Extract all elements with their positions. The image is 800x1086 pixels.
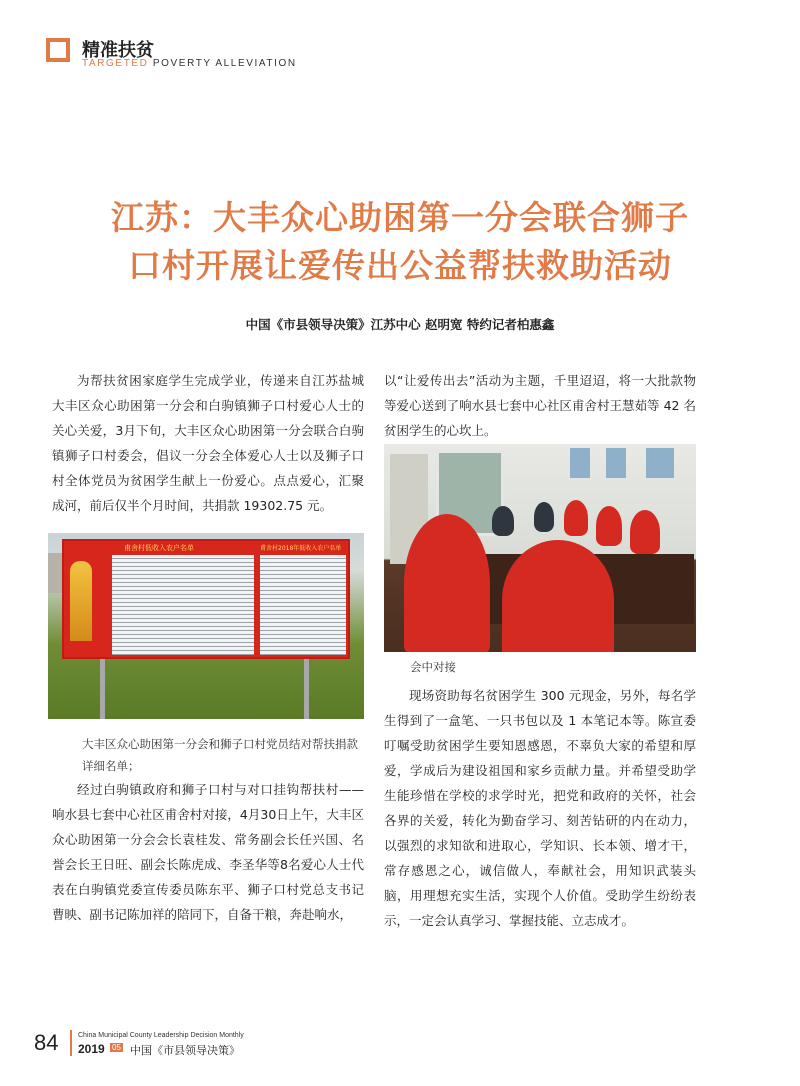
article-title-line1: 江苏：大丰众心助困第一分会联合狮子 — [111, 198, 689, 237]
photo-person — [564, 500, 588, 536]
page-number: 84 — [34, 1030, 59, 1055]
board-subtitle: 甫舍村2018年低收入农户名单 — [260, 545, 342, 552]
footer-magazine-cn: 中国《市县领导决策》 — [130, 1044, 240, 1057]
photo-person — [596, 506, 622, 546]
article-title-line2: 口村开展让爱传出公益帮扶救助活动 — [128, 246, 672, 285]
section-title: 精准扶贫 — [82, 40, 154, 61]
board-title: 甫舍村低收入农户名单 — [124, 544, 194, 552]
photo-meeting — [384, 444, 696, 652]
paragraph-left-1: 为帮扶贫困家庭学生完成学业，传递来自江苏盐城大丰区众心助困第一分会和白驹镇狮子口村爱心人士的关心关爱，3月下旬，大丰区众心助困第一分会联合白驹镇狮子口村委会，倡议一分会全体爱心人士以及狮子口村全体党员为贫困学生献上一份爱心。点点爱心，汇聚成河，前后仅半个月时间，共捐款 19302.75 元。 — [52, 373, 364, 513]
board-figure-decoration — [70, 561, 92, 641]
article-byline: 中国《市县领导决策》江苏中心 赵明宽 特约记者柏惠鑫 — [245, 317, 555, 332]
section-logo-box — [46, 38, 70, 62]
photo-person — [492, 506, 514, 536]
footer-magazine-en: China Municipal County Leadership Decision Monthly — [78, 1032, 244, 1039]
footer-divider — [70, 1030, 72, 1056]
board-name-list — [112, 555, 254, 655]
section-subtitle-rest: POVERTY ALLEVIATION — [148, 58, 297, 69]
photo-wall-poster — [570, 448, 590, 478]
board-post — [100, 659, 105, 719]
section-subtitle — [82, 58, 297, 69]
footer-issue: 05 — [112, 1043, 121, 1052]
photo-caption-left: 大丰区众心助困第一分会和狮子口村党员结对帮扶捐款详细名单； — [82, 737, 358, 773]
paragraph-right-1: 以“让爱传出去”活动为主题，千里迢迢，将一大批款物等爱心送到了响水县七套中心社区甫舍村王慧茹等 42 名贫困学生的心坎上。 — [384, 373, 696, 438]
paragraph-left-2: 经过白驹镇政府和狮子口村与对口挂钩帮扶村——响水县七套中心社区甫舍村对接，4月30日上午，大丰区众心助困第一分会会长袁桂发、常务副会长任兴国、名誉会长王日旺、副会长陈虎成、李圣华等8名爱心人士代表在白驹镇党委宣传委员陈东平、狮子口村党总支书记曹映、副书记陈加祥的陪同下，自备干粮，奔赴响水， — [52, 782, 364, 922]
photo-person — [534, 502, 554, 532]
photo-wall-poster — [646, 448, 674, 478]
photo-person — [630, 510, 660, 554]
photo-person — [404, 514, 490, 652]
photo-person — [502, 540, 614, 652]
photo-wall-poster — [606, 448, 626, 478]
photo-red-board — [62, 539, 350, 659]
photo-name-board — [48, 533, 364, 719]
board-name-list — [260, 555, 346, 655]
footer-year: 2019 — [78, 1042, 105, 1056]
section-subtitle-accent: TARGETED — [82, 58, 149, 69]
paragraph-right-2: 现场资助每名贫困学生 300 元现金，另外，每名学生得到了一盒笔、一只书包以及 1 本笔记本等。陈宣委叮嘱受助贫困学生要知恩感恩，不辜负大家的希望和厚爱，学成后为建设祖国和家乡贡献力量。并希望受助学生能珍惜在学校的求学时光，把党和政府的关怀，社会各界的关爱，转化为勤奋学习、刻苦钻研的内在动力，以强烈的求知欲和进取心，学知识、长本领、增才干，常存感恩之心，诚信做人，奉献社会，用知识武装头脑，用理想充实生活，实现个人价值。受助学生纷纷表示，一定会认真学习、掌握技能、立志成才。 — [384, 688, 696, 928]
photo-caption-right: 会中对接 — [410, 660, 456, 674]
board-post — [304, 659, 309, 719]
